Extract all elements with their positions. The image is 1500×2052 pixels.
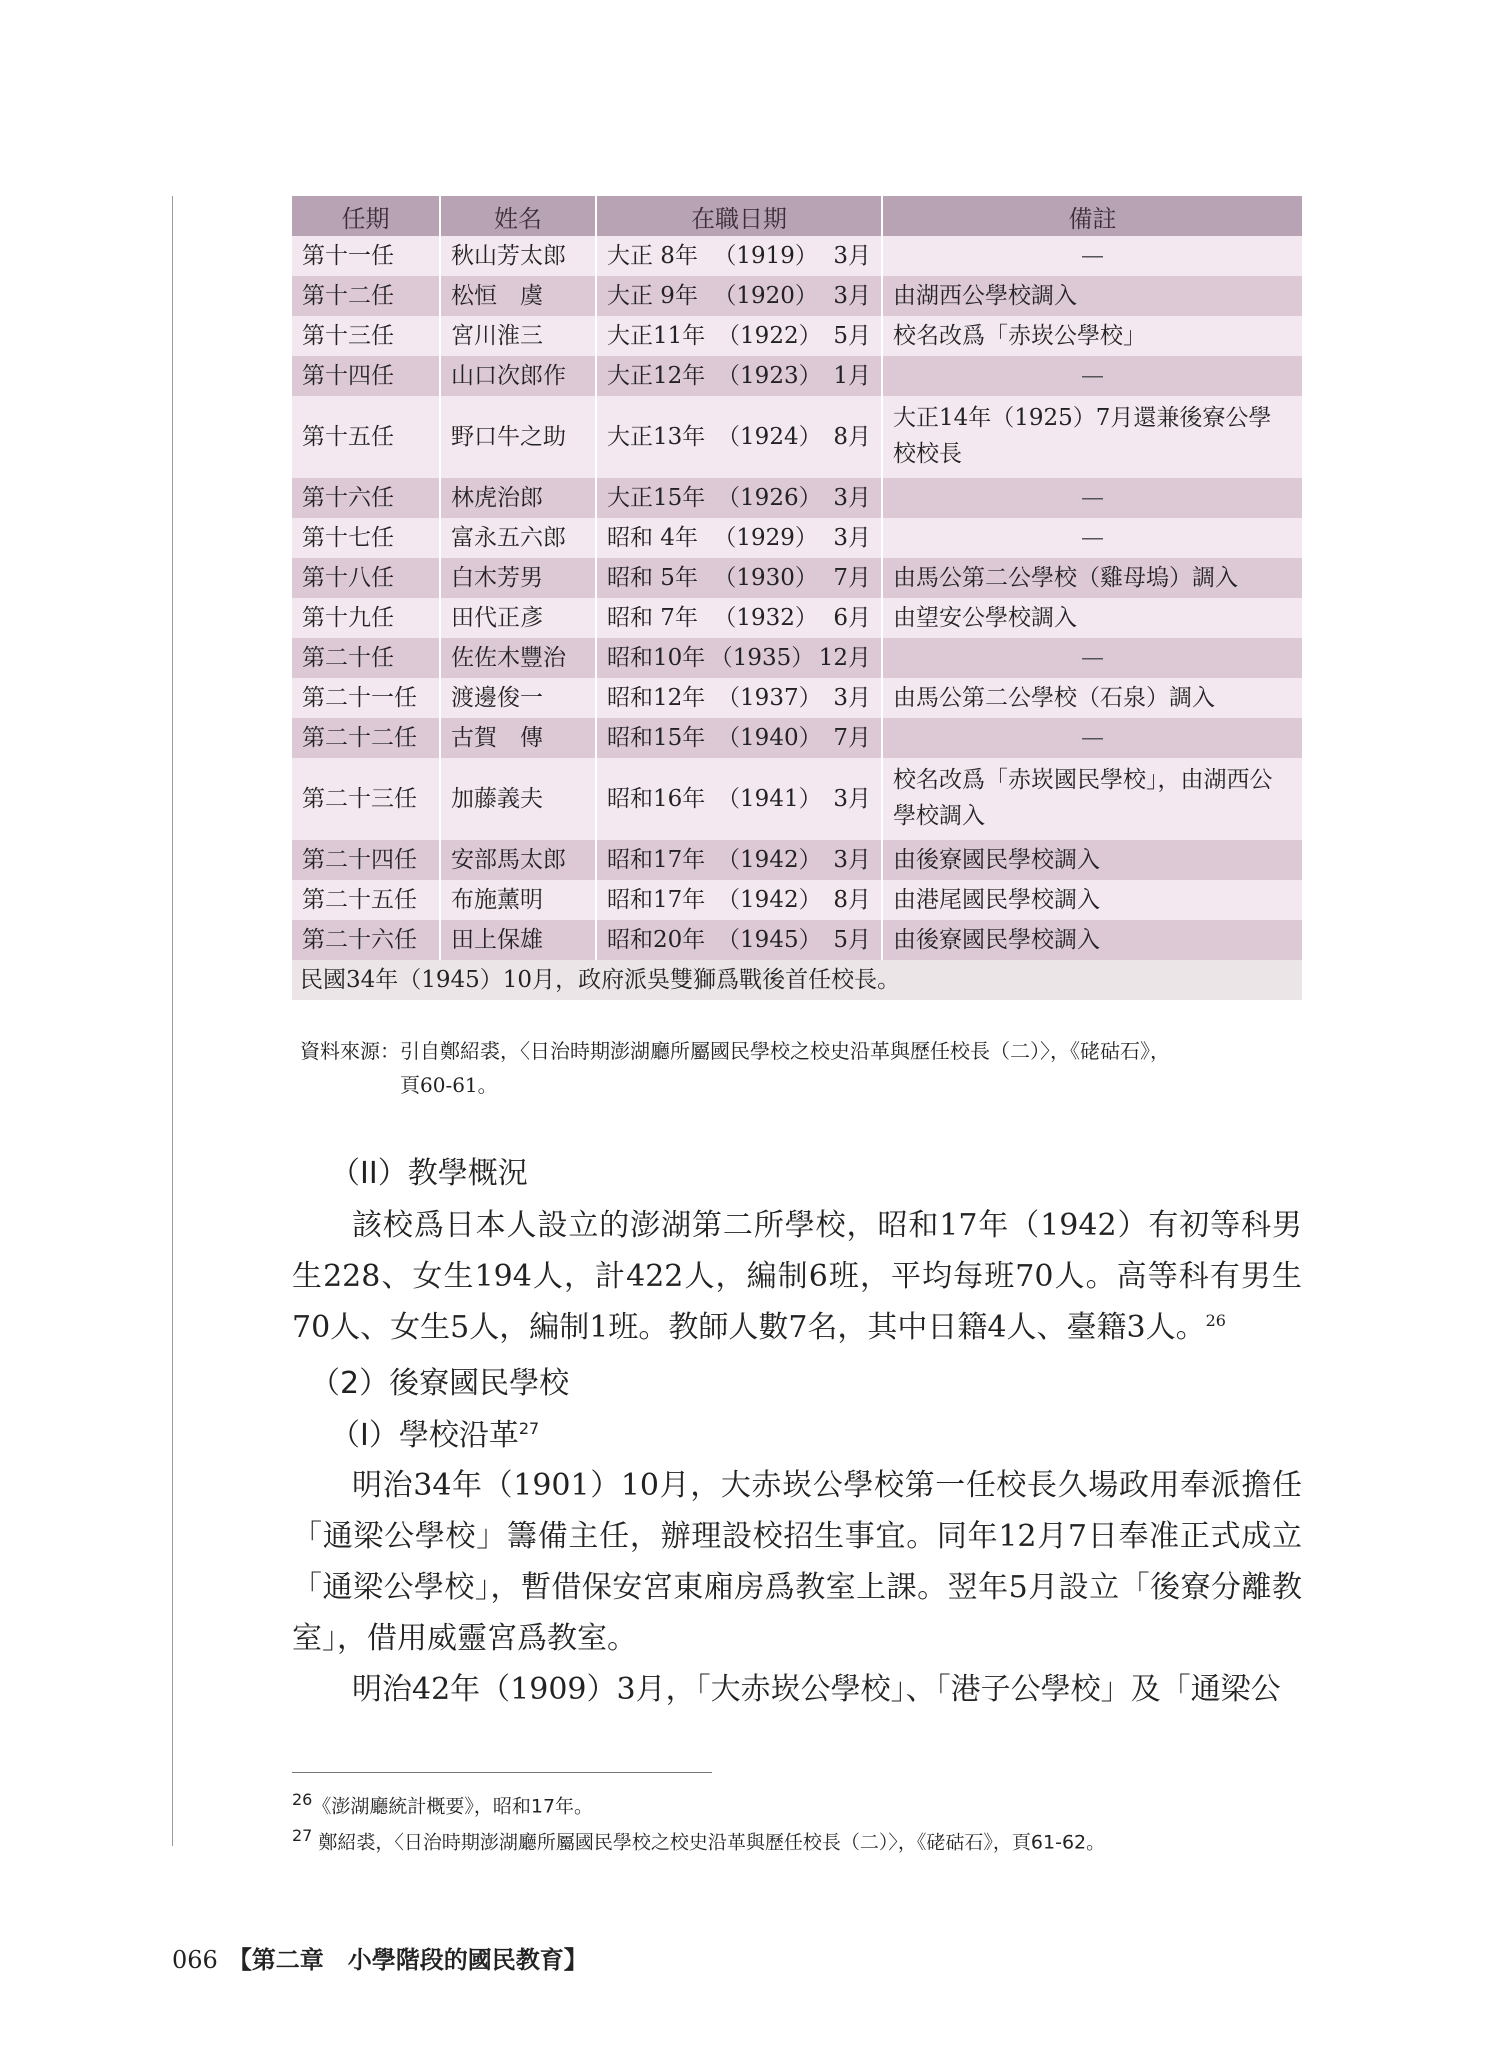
date-year: （1929） [713,524,818,551]
date-month: 1月 [833,362,871,389]
date-year: （1945） [717,926,822,953]
cell-note: 由湖西公學校調入 [882,276,1302,316]
date-era: 大正 9年 [607,282,698,309]
footnote-divider [292,1772,712,1773]
date-era: 大正11年 [607,322,706,349]
date-month: 5月 [833,322,871,349]
date-year: （1922） [717,322,822,349]
cell-note: 校名改爲「赤崁國民學校」，由湖西公學校調入 [882,758,1302,840]
cell-name: 林虎治郎 [440,478,596,518]
cell-term: 第十一任 [292,236,440,276]
table-row [292,478,1302,518]
date-era: 昭和17年 [607,846,706,873]
date-month: 7月 [833,564,871,591]
cell-note: 由馬公第二公學校（石泉）調入 [882,678,1302,718]
cell-note: — [882,518,1302,558]
cell-name: 佐佐木豐治 [440,638,596,678]
footnote-26 [292,1790,593,1818]
cell-term: 第十八任 [292,558,440,598]
table-row [292,356,1302,396]
date-month: 3月 [833,484,871,511]
cell-name: 宮川淮三 [440,316,596,356]
table-body [292,236,1302,1000]
date-month: 3月 [833,846,871,873]
cell-date [596,478,882,518]
cell-name: 加藤義夫 [440,758,596,840]
heading-history-text: （I）學校沿革 [330,1418,519,1453]
cell-term: 第二十二任 [292,718,440,758]
cell-date [596,678,882,718]
header-term: 任期 [292,196,440,236]
date-year: （1924） [717,423,822,450]
date-year: （1942） [717,886,822,913]
date-year: （1926） [717,484,822,511]
principal-table [292,196,1302,1000]
date-era: 大正12年 [607,362,706,389]
footnote-27 [292,1826,1105,1854]
date-year: （1932） [713,604,818,631]
cell-date [596,356,882,396]
table-row [292,558,1302,598]
table-row [292,316,1302,356]
table-row [292,718,1302,758]
cell-term: 第十四任 [292,356,440,396]
date-era: 昭和 7年 [607,604,698,631]
cell-name: 古賀 傳 [440,718,596,758]
date-era: 昭和15年 [607,724,706,751]
chapter-title: 【第二章 小學階段的國民教育】 [227,1945,588,1974]
cell-term: 第十二任 [292,276,440,316]
date-year: （1920） [713,282,818,309]
cell-term: 第十六任 [292,478,440,518]
cell-term: 第十七任 [292,518,440,558]
date-month: 3月 [833,524,871,551]
source-line-2: 頁60-61。 [400,1073,498,1097]
table-footer-text: 民國34年（1945）10月，政府派吳雙獅爲戰後首任校長。 [292,960,1302,1000]
date-era: 大正13年 [607,423,706,450]
table-header-row [292,196,1302,236]
date-era: 大正15年 [607,484,706,511]
cell-term: 第二十一任 [292,678,440,718]
table-row [292,598,1302,638]
date-year: （1923） [717,362,822,389]
footnote-num: 26 [292,1790,313,1809]
cell-term: 第十九任 [292,598,440,638]
date-month: 3月 [833,242,871,269]
cell-note: 由馬公第二公學校（雞母塢）調入 [882,558,1302,598]
cell-date [596,758,882,840]
footnote-text: 《澎湖廳統計概要》，昭和17年。 [312,1795,594,1818]
cell-note: 由後寮國民學校調入 [882,920,1302,960]
cell-name: 安部馬太郎 [440,840,596,880]
cell-note: 校名改爲「赤崁公學校」 [882,316,1302,356]
page-footer [172,1940,588,1975]
date-era: 昭和17年 [607,886,706,913]
date-month: 12月 [818,644,871,671]
cell-note: — [882,478,1302,518]
date-year: （1919） [713,242,818,269]
date-month: 3月 [833,785,871,812]
date-year: （1942） [717,846,822,873]
date-month: 6月 [833,604,871,631]
date-year: （1937） [717,684,822,711]
cell-date [596,518,882,558]
cell-name: 田代正彥 [440,598,596,638]
table-row [292,396,1302,478]
date-year: （1930） [713,564,818,591]
date-month: 8月 [833,886,871,913]
cell-date [596,276,882,316]
page-number: 066 [172,1946,218,1974]
date-month: 3月 [833,684,871,711]
cell-term: 第二十六任 [292,920,440,960]
cell-name: 渡邊俊一 [440,678,596,718]
table-row [292,920,1302,960]
table-row [292,758,1302,840]
date-era: 昭和16年 [607,785,706,812]
table-row [292,880,1302,920]
table-row [292,276,1302,316]
date-era: 大正 8年 [607,242,698,269]
cell-note: 大正14年（1925）7月還兼後寮公學校校長 [882,396,1302,478]
cell-name: 白木芳男 [440,558,596,598]
source-line-1: 資料來源：引自鄭紹裘，〈日治時期澎湖廳所屬國民學校之校史沿革與歷任校長（二）〉，《硓𥑮石》， [300,1039,1170,1063]
cell-name: 山口次郎作 [440,356,596,396]
cell-date [596,638,882,678]
date-month: 7月 [833,724,871,751]
cell-date [596,558,882,598]
cell-term: 第二十五任 [292,880,440,920]
paragraph-teaching [292,1200,1302,1353]
paragraph-history [292,1460,1302,1715]
date-era: 昭和 4年 [607,524,698,551]
cell-date [596,880,882,920]
cell-name: 布施薰明 [440,880,596,920]
cell-name: 富永五六郎 [440,518,596,558]
date-era: 昭和20年 [607,926,706,953]
cell-date [596,396,882,478]
cell-note: — [882,638,1302,678]
cell-note: — [882,718,1302,758]
cell-term: 第二十四任 [292,840,440,880]
table-footer-row [292,960,1302,1000]
date-year: （1941） [717,785,822,812]
heading-history [330,1410,539,1454]
cell-date [596,718,882,758]
footnote-text: 鄭紹裘，〈日治時期澎湖廳所屬國民學校之校史沿革與歷任校長（二）〉，《硓𥑮石》，頁61-62。 [318,1831,1106,1854]
date-era: 昭和 5年 [607,564,698,591]
date-month: 5月 [833,926,871,953]
cell-date [596,316,882,356]
header-name: 姓名 [440,196,596,236]
date-era: 昭和12年 [607,684,706,711]
footnote-ref-27: 27 [518,1419,540,1438]
cell-note: 由港尾國民學校調入 [882,880,1302,920]
table-row [292,840,1302,880]
cell-name: 田上保雄 [440,920,596,960]
table-row [292,638,1302,678]
table-row [292,518,1302,558]
cell-term: 第二十三任 [292,758,440,840]
date-month: 3月 [833,282,871,309]
cell-note: 由望安公學校調入 [882,598,1302,638]
cell-date [596,236,882,276]
heading-teaching: （II）教學概況 [330,1156,528,1191]
cell-note: — [882,236,1302,276]
para1-text: 該校爲日本人設立的澎湖第二所學校，昭和17年（1942）有初等科男生228、女生194人，計422人，編制6班，平均每班70人。高等科有男生70人、女生5人，編制1班。教師人數7名，其中日籍4人、臺籍3人。 [292,1208,1302,1345]
cell-term: 第十五任 [292,396,440,478]
cell-note: 由後寮國民學校調入 [882,840,1302,880]
date-year: （1935） [709,644,815,671]
cell-note: — [882,356,1302,396]
cell-term: 第二十任 [292,638,440,678]
table-row [292,678,1302,718]
table-row [292,236,1302,276]
footnote-ref-26: 26 [1205,1311,1226,1330]
cell-name: 松恒 虞 [440,276,596,316]
source-citation [300,1034,1305,1102]
date-era: 昭和10年 [607,644,706,671]
date-month: 8月 [833,423,871,450]
cell-name: 野口牛之助 [440,396,596,478]
cell-date [596,598,882,638]
cell-date [596,920,882,960]
footnote-num: 27 [292,1826,313,1845]
header-date: 在職日期 [596,196,882,236]
header-note: 備註 [882,196,1302,236]
heading-houliao: （2）後寮國民學校 [310,1366,570,1401]
cell-date [596,840,882,880]
para3: 明治42年（1909）3月，「大赤崁公學校」、「港子公學校」及「通梁公 [352,1672,1281,1707]
para2: 明治34年（1901）10月，大赤崁公學校第一任校長久場政用奉派擔任「通梁公學校」籌備主任，辦理設校招生事宜。同年12月7日奉准正式成立「通梁公學校」，暫借保安宮東廂房爲教室上課。翌年5月設立「後寮分離教室」，借用威靈宮爲教室。 [292,1468,1302,1656]
date-year: （1940） [717,724,822,751]
margin-rule [172,196,173,1846]
cell-term: 第十三任 [292,316,440,356]
cell-name: 秋山芳太郎 [440,236,596,276]
